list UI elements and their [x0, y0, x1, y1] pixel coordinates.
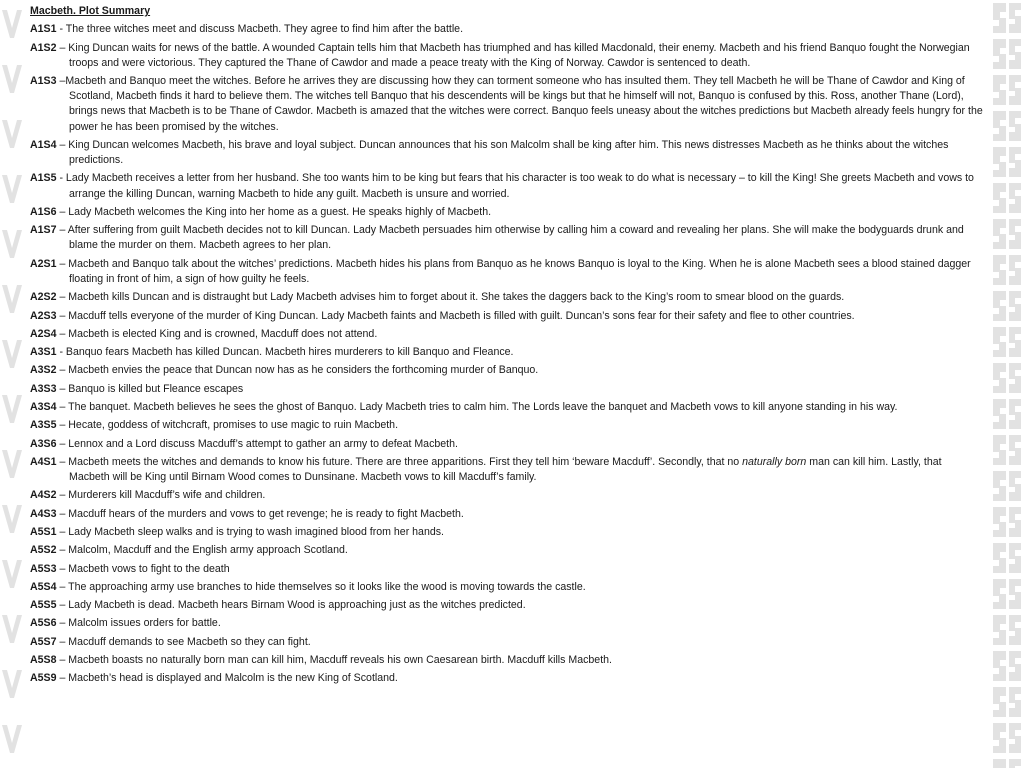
v-shape-icon — [2, 10, 22, 38]
scene-separator: – — [56, 672, 69, 685]
v-shape-icon — [2, 560, 22, 588]
scene-label: A5S6 — [30, 617, 57, 630]
summary-entry — [30, 363, 984, 378]
emphasis-text: naturally born — [742, 455, 807, 468]
scene-label: A5S7 — [30, 635, 57, 648]
celtic-knot-icon — [993, 147, 1021, 177]
celtic-knot-icon — [993, 291, 1021, 321]
scene-separator: – — [56, 382, 69, 395]
summary-entry — [30, 418, 984, 433]
scene-separator: – — [56, 205, 69, 218]
scene-description: King Duncan waits for news of the battle. A wounded Captain tells him that Macbeth has triumphed and has killed Macdonald, their enemy. Macbeth and his friend Banquo fought the Norwegian troops and were victorious. They captured the Thane of Cawdor and made a peace treaty with the King of Norway. Cawdor is sentenced to death. — [68, 41, 970, 69]
summary-entry — [30, 616, 984, 631]
summary-entry — [30, 22, 984, 37]
v-shape-icon — [2, 395, 22, 423]
scene-label: A2S3 — [30, 309, 57, 322]
scene-label: A5S4 — [30, 580, 57, 593]
scene-description: Macbeth and Banquo meet the witches. Before he arrives they are discussing how they can torment someone who has insulted them. They tell Macbeth he will be Thane of Cawdor and King of Scotland, Macbeth finds it hard to believe them. The witches tell Banquo that his descendents will be kings but that he himself will not, Banquo is confused by this. Ross, another Thane (Lord), brings news that Macbeth is to be Thane of Cawdor. Macbeth is amazed that the witches were correct. Banquo feels uneasy about the witches predictions but Macbeth already feels hungry for the power he has been promised by the witches. — [65, 75, 983, 133]
celtic-knot-icon — [993, 219, 1021, 249]
summary-entry — [30, 455, 984, 485]
scene-description: Malcolm issues orders for battle. — [68, 617, 221, 630]
scene-separator: - — [56, 172, 66, 185]
scene-description: Macbeth meets the witches and demands to know his future. There are three apparitions. First they tell him ‘beware Macduff’. Secondly, that no — [68, 455, 743, 468]
scene-description: Lady Macbeth is dead. Macbeth hears Birnam Wood is approaching just as the witches predicted. — [68, 599, 526, 612]
scene-separator: – — [56, 138, 69, 151]
scene-description: Macbeth kills Duncan and is distraught but Lady Macbeth advises him to forget about it. She takes the daggers back to the King’s room to smear blood on the guards. — [68, 291, 845, 304]
scene-label: A3S6 — [30, 437, 57, 450]
scene-label: A5S5 — [30, 599, 57, 612]
scene-description: Lady Macbeth sleep walks and is trying to wash imagined blood from her hands. — [68, 525, 444, 538]
scene-separator: – — [56, 562, 69, 575]
scene-separator: – — [56, 364, 69, 377]
v-shape-icon — [2, 285, 22, 313]
scene-separator: – — [56, 525, 69, 538]
scene-label: A1S6 — [30, 205, 57, 218]
scene-label: A5S1 — [30, 525, 57, 538]
v-shape-icon — [2, 450, 22, 478]
summary-entry — [30, 345, 984, 360]
scene-label: A2S2 — [30, 291, 57, 304]
scene-separator: – — [56, 437, 69, 450]
scene-description: Hecate, goddess of witchcraft, promises to use magic to ruin Macbeth. — [68, 419, 399, 432]
scene-label: A1S4 — [30, 138, 57, 151]
celtic-knot-icon — [993, 327, 1021, 357]
scene-description: After suffering from guilt Macbeth decides not to kill Duncan. Lady Macbeth persuades him otherwise by calling him a coward and revealing her plans. She will make the bodyguards drunk and blame the murder on them. Macbeth agrees to her plan. — [67, 224, 964, 252]
scene-description: The banquet. Macbeth believes he sees the ghost of Banquo. Lady Macbeth tries to calm him. The Lords leave the banquet and Macbeth vows to kill anyone standing in his way. — [68, 400, 898, 413]
v-shape-icon — [2, 615, 22, 643]
document-title: Macbeth. Plot Summary — [30, 5, 151, 17]
summary-entry — [30, 437, 984, 452]
summary-entry — [30, 400, 984, 415]
scene-description: Macbeth boasts no naturally born man can kill him, Macduff reveals his own Caesarean birth. Macduff kills Macbeth. — [68, 654, 612, 667]
scene-separator: – — [56, 327, 69, 340]
summary-entry — [30, 488, 984, 503]
scene-description: Lady Macbeth welcomes the King into her home as a guest. He speaks highly of Macbeth. — [68, 205, 492, 218]
scene-description: Macduff demands to see Macbeth so they can fight. — [68, 635, 311, 648]
scene-description: The approaching army use branches to hide themselves so it looks like the wood is moving towards the castle. — [68, 580, 586, 593]
celtic-knot-icon — [993, 111, 1021, 141]
scene-description: Banquo is killed but Fleance escapes — [68, 382, 244, 395]
scene-separator: – — [56, 635, 69, 648]
summary-entry — [30, 41, 984, 71]
celtic-knot-icon — [993, 615, 1021, 645]
scene-description: Macbeth’s head is displayed and Malcolm is the new King of Scotland. — [68, 672, 398, 685]
scene-label: A1S3 — [30, 75, 57, 87]
scene-description: Malcolm, Macduff and the English army approach Scotland. — [68, 544, 348, 557]
summary-entry — [30, 543, 984, 558]
celtic-knot-icon — [993, 687, 1021, 717]
summary-entry — [30, 290, 984, 305]
scene-separator: - — [56, 346, 66, 359]
scene-separator: – — [56, 507, 69, 520]
scene-description: Lady Macbeth receives a letter from her husband. She too wants him to be king but fears that his character is too weak to do what is necessary – to kill the King! She greets Macbeth and vows to arrange the killing Duncan, warning Macbeth to hide any guilt. Macbeth is unsure and worried. — [65, 172, 974, 200]
celtic-knot-icon — [993, 255, 1021, 285]
scene-description: Macduff hears of the murders and vows to get revenge; he is ready to fight Macbeth. — [68, 507, 464, 520]
scene-separator: – — [56, 617, 69, 630]
v-shape-icon — [2, 505, 22, 533]
summary-entry — [30, 580, 984, 595]
scene-separator: – — [56, 41, 69, 54]
scene-label: A2S4 — [30, 327, 57, 340]
celtic-knot-icon — [993, 3, 1021, 33]
scene-label: A1S2 — [30, 41, 57, 54]
scene-separator: – — [56, 75, 66, 87]
scene-label: A1S7 — [30, 224, 57, 237]
summary-entry — [30, 171, 984, 201]
celtic-knot-icon — [993, 363, 1021, 393]
celtic-knot-icon — [993, 543, 1021, 573]
v-shape-icon — [2, 65, 22, 93]
v-shape-icon — [2, 120, 22, 148]
scene-description: Macbeth vows to fight to the death — [68, 562, 230, 575]
scene-label: A3S2 — [30, 364, 57, 377]
celtic-knot-icon — [993, 399, 1021, 429]
celtic-knot-icon — [993, 651, 1021, 681]
entry-list — [30, 22, 984, 686]
scene-separator: – — [56, 654, 69, 667]
summary-entry — [30, 598, 984, 613]
summary-entry — [30, 138, 984, 168]
v-shape-icon — [2, 340, 22, 368]
v-shape-icon — [2, 175, 22, 203]
scene-label: A5S3 — [30, 562, 57, 575]
scene-description: King Duncan welcomes Macbeth, his brave and loyal subject. Duncan announces that his son Malcolm shall be king after him. This news distresses Macbeth as he thinks about the witches predictions. — [68, 138, 949, 167]
summary-entry — [30, 507, 984, 522]
scene-label: A3S3 — [30, 382, 57, 395]
scene-label: A3S5 — [30, 419, 57, 432]
scene-separator: – — [56, 489, 69, 502]
celtic-knot-icon — [993, 39, 1021, 69]
scene-separator: – — [56, 419, 69, 432]
summary-entry — [30, 327, 984, 342]
celtic-knot-icon — [993, 723, 1021, 753]
scene-label: A2S1 — [30, 257, 57, 270]
scene-description: Macduff tells everyone of the murder of King Duncan. Lady Macbeth faints and Macbeth is filled with guilt. Duncan’s sons fear for their safety and flee to other countries. — [68, 309, 855, 322]
summary-entry — [30, 635, 984, 650]
summary-entry — [30, 525, 984, 540]
celtic-knot-icon — [993, 183, 1021, 213]
scene-description: Lennox and a Lord discuss Macduff’s attempt to gather an army to defeat Macbeth. — [68, 437, 458, 450]
scene-description: The three witches meet and discuss Macbeth. They agree to find him after the battle. — [65, 23, 464, 36]
celtic-knot-icon — [993, 579, 1021, 609]
summary-entry — [30, 257, 984, 287]
scene-description: Banquo fears Macbeth has killed Duncan. Macbeth hires murderers to kill Banquo and Fleance. — [65, 346, 514, 359]
summary-entry — [30, 74, 984, 135]
summary-entry — [30, 562, 984, 577]
scene-label: A4S1 — [30, 455, 57, 468]
scene-separator: – — [56, 580, 69, 593]
v-shape-icon — [2, 725, 22, 753]
scene-description-continued: man can kill him. Lastly, that Macbeth will be King until Birnam Wood comes to Dunsinane. Macbeth vows to kill Macduff’s family. — [69, 455, 942, 484]
scene-separator: – — [56, 400, 69, 413]
scene-separator: – — [56, 455, 69, 468]
v-shape-icon — [2, 670, 22, 698]
summary-entry — [30, 653, 984, 668]
v-shape-icon — [2, 230, 22, 258]
right-border-decoration — [990, 0, 1024, 768]
scene-label: A5S8 — [30, 654, 57, 667]
scene-separator: – — [56, 599, 69, 612]
celtic-knot-icon — [993, 471, 1021, 501]
scene-description: Macbeth is elected King and is crowned, Macduff does not attend. — [68, 327, 378, 340]
scene-label: A3S1 — [30, 346, 57, 359]
scene-label: A1S5 — [30, 172, 57, 185]
scene-label: A5S9 — [30, 672, 57, 685]
plot-summary — [30, 4, 984, 690]
scene-separator: – — [56, 291, 69, 304]
scene-description: Murderers kill Macduff’s wife and children. — [68, 489, 266, 502]
celtic-knot-icon — [993, 75, 1021, 105]
scene-separator: – — [56, 257, 69, 270]
celtic-knot-icon — [993, 507, 1021, 537]
scene-separator: – — [56, 309, 69, 322]
summary-entry — [30, 223, 984, 253]
summary-entry — [30, 671, 984, 686]
scene-separator: – — [56, 224, 68, 237]
summary-entry — [30, 382, 984, 397]
scene-description: Macbeth envies the peace that Duncan now has as he considers the forthcoming murder of Banquo. — [68, 364, 539, 377]
left-border-decoration — [0, 0, 24, 768]
celtic-knot-icon — [993, 759, 1021, 768]
scene-label: A1S1 — [30, 23, 57, 36]
summary-entry — [30, 309, 984, 324]
scene-separator: – — [56, 544, 69, 557]
scene-label: A4S2 — [30, 489, 57, 502]
scene-description: Macbeth and Banquo talk about the witches’ predictions. Macbeth hides his plans from Banquo as he knows Banquo is loyal to the King. When he is alone Macbeth sees a blood stained dagger floating in front of him, a sign of how guilty he feels. — [68, 257, 971, 285]
summary-entry — [30, 205, 984, 220]
celtic-knot-icon — [993, 435, 1021, 465]
scene-label: A5S2 — [30, 544, 57, 557]
scene-label: A3S4 — [30, 400, 57, 413]
scene-separator: - — [56, 23, 66, 36]
scene-label: A4S3 — [30, 507, 57, 520]
